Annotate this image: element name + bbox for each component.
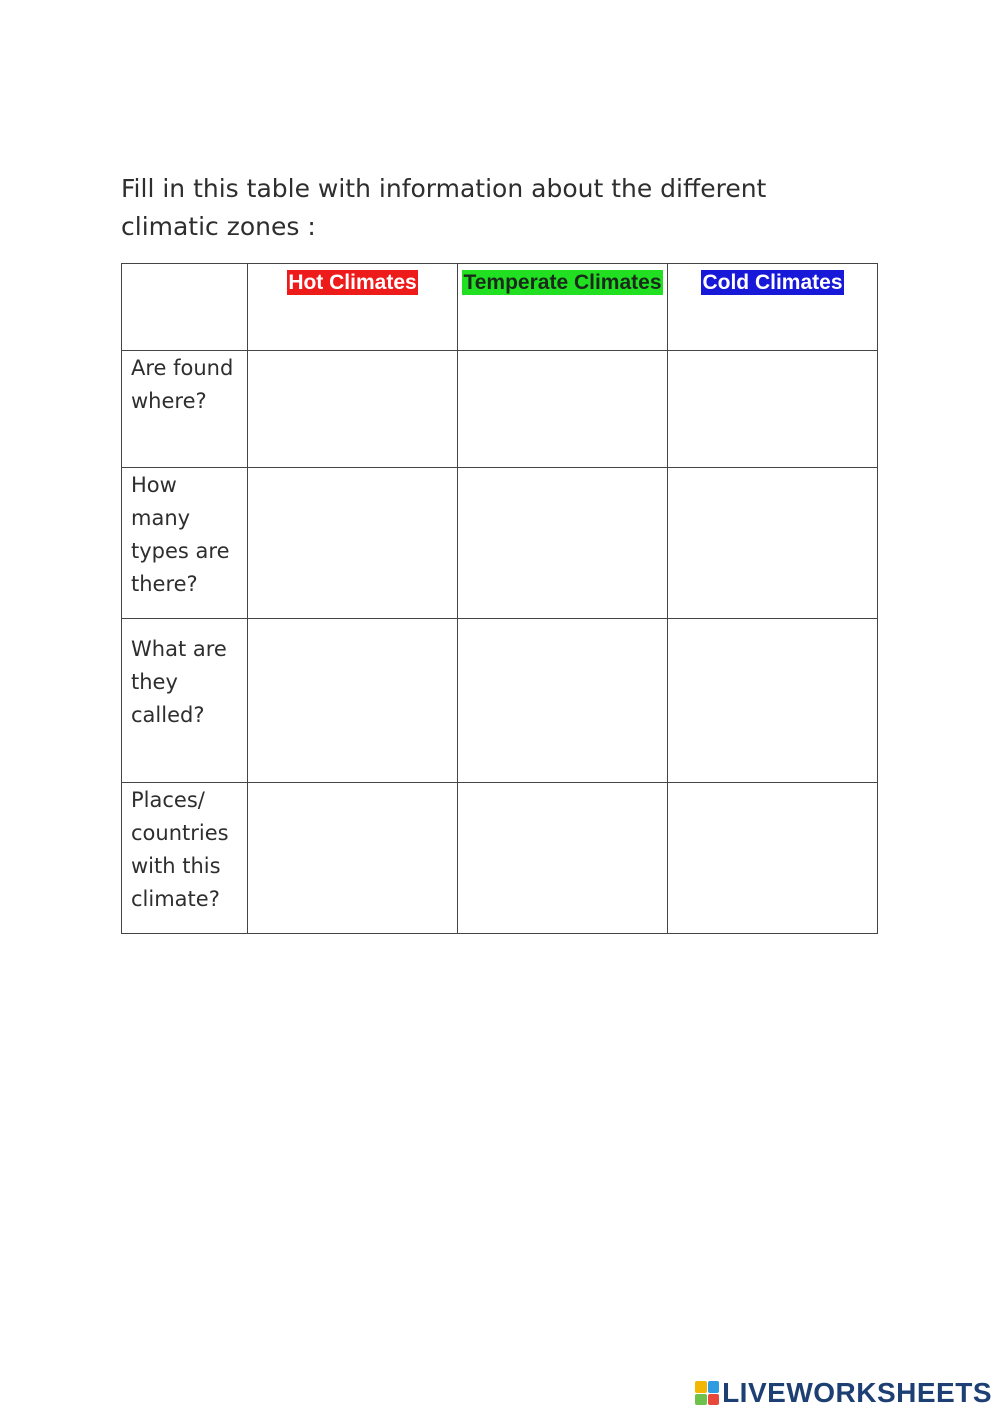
table-row [122, 619, 878, 783]
question-cell: What are they called? [122, 619, 248, 783]
brand-name: LIVEWORKSHEETS [722, 1377, 992, 1408]
liveworksheets-branding[interactable] [695, 1377, 992, 1409]
question-cell: Places/ countries with this climate? [122, 783, 248, 934]
answer-hot-cell[interactable] [248, 468, 458, 619]
answer-temperate-cell[interactable] [458, 783, 668, 934]
header-empty-cell [122, 264, 248, 351]
table-row [122, 351, 878, 468]
liveworksheets-logo-icon [695, 1381, 719, 1405]
hot-climates-label: Hot Climates [288, 271, 417, 294]
climate-zones-table [121, 263, 878, 934]
header-temperate-climates [458, 264, 668, 351]
answer-hot-cell[interactable] [248, 783, 458, 934]
header-cold-climates [668, 264, 878, 351]
answer-temperate-cell[interactable] [458, 351, 668, 468]
question-cell: How many types are there? [122, 468, 248, 619]
table-header-row [122, 264, 878, 351]
answer-cold-cell[interactable] [668, 783, 878, 934]
table-row [122, 468, 878, 619]
answer-hot-cell[interactable] [248, 351, 458, 468]
temperate-climates-label: Temperate Climates [463, 271, 662, 294]
answer-temperate-cell[interactable] [458, 619, 668, 783]
answer-cold-cell[interactable] [668, 468, 878, 619]
answer-cold-cell[interactable] [668, 619, 878, 783]
instructions-line-1: Fill in this table with information about the different [121, 174, 767, 203]
table-row [122, 783, 878, 934]
answer-temperate-cell[interactable] [458, 468, 668, 619]
answer-hot-cell[interactable] [248, 619, 458, 783]
answer-cold-cell[interactable] [668, 351, 878, 468]
header-hot-climates [248, 264, 458, 351]
question-cell: Are found where? [122, 351, 248, 468]
instructions-line-2: climatic zones : [121, 212, 316, 241]
instructions-text [121, 170, 821, 246]
cold-climates-label: Cold Climates [702, 271, 843, 294]
